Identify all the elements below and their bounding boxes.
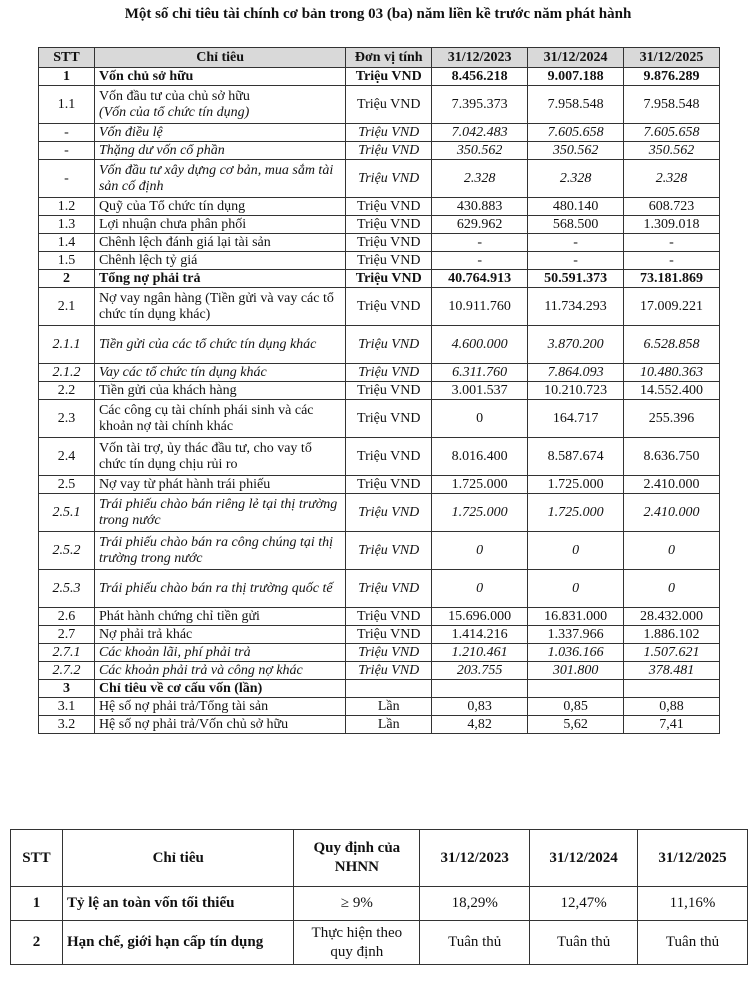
value-2023-cell: 629.962 [432,216,528,234]
table-header-row [11,830,748,887]
value-2025-cell: 17.009.221 [624,288,720,326]
unit-cell: Lần [346,698,432,716]
table-row [39,382,720,400]
value-2023-cell: 10.911.760 [432,288,528,326]
value-2024-cell: 350.562 [528,142,624,160]
table-row [39,198,720,216]
value-2024-cell: 480.140 [528,198,624,216]
value-2024-cell: 5,62 [528,716,624,734]
value-2023-cell: Tuân thủ [420,921,530,965]
unit-cell [346,680,432,698]
value-2023-cell: 8.016.400 [432,438,528,476]
table-row [39,476,720,494]
table-row [11,887,748,921]
indicator-cell: Tổng nợ phải trả [94,270,345,288]
stt-cell: 2.5.2 [39,532,95,570]
value-2023-cell: 2.328 [432,160,528,198]
header-indicator: Chỉ tiêu [94,48,345,68]
indicator-cell: Vốn điều lệ [94,124,345,142]
value-2025-cell: 608.723 [624,198,720,216]
table-row [39,160,720,198]
unit-cell: Triệu VND [346,86,432,124]
value-2024-cell: 1.036.166 [528,644,624,662]
stt-cell: 3.1 [39,698,95,716]
indicator-label: Vốn đầu tư của chủ sở hữu [98,88,250,104]
header-unit: Đơn vị tính [346,48,432,68]
table-row [39,570,720,608]
indicator-cell: Vốn tài trợ, ủy thác đầu tư, cho vay tổ chức tín dụng chịu rủi ro [94,438,345,476]
indicator-cell: Tiền gửi của các tổ chức tín dụng khác [94,326,345,364]
value-2024-cell: 7.958.548 [528,86,624,124]
indicator-sublabel: (Vốn của tổ chức tín dụng) [98,104,250,120]
financial-indicators-table [38,47,720,734]
value-2023-cell: 0 [432,570,528,608]
unit-cell: Triệu VND [346,160,432,198]
header-stt: STT [39,48,95,68]
unit-cell: Triệu VND [346,270,432,288]
value-2025-cell: 1.507.621 [624,644,720,662]
indicator-cell: Quỹ của Tổ chức tín dụng [94,198,345,216]
value-2024-cell: 50.591.373 [528,270,624,288]
unit-cell: Triệu VND [346,288,432,326]
value-2024-cell: 0,85 [528,698,624,716]
table-row [39,608,720,626]
indicator-cell: Phát hành chứng chỉ tiền gửi [94,608,345,626]
stt-cell: 2.1.2 [39,364,95,382]
value-2024-cell: 2.328 [528,160,624,198]
value-2023-cell: - [432,234,528,252]
table-row [39,680,720,698]
indicator-cell: Chỉ tiêu về cơ cấu vốn (lần) [94,680,345,698]
stt-cell: 1.4 [39,234,95,252]
value-2023-cell [432,680,528,698]
stt-cell: 2.1 [39,288,95,326]
indicator-cell: Hệ số nợ phải trả/Tổng tài sản [94,698,345,716]
table-row [39,494,720,532]
value-2025-cell: 73.181.869 [624,270,720,288]
indicator-cell: Vay các tổ chức tín dụng khác [94,364,345,382]
value-2023-cell: 7.395.373 [432,86,528,124]
unit-cell: Triệu VND [346,662,432,680]
header-indicator: Chỉ tiêu [62,830,293,887]
stt-cell: 1.1 [39,86,95,124]
table-row [39,326,720,364]
table-row [39,532,720,570]
stt-cell: 2.7.2 [39,662,95,680]
value-2024-cell: 8.587.674 [528,438,624,476]
value-2025-cell: 8.636.750 [624,438,720,476]
value-2024-cell: 7.864.093 [528,364,624,382]
value-2023-cell: - [432,252,528,270]
stt-cell: 2.7.1 [39,644,95,662]
value-2024-cell: 9.007.188 [528,68,624,86]
value-2024-cell: - [528,252,624,270]
value-2023-cell: 3.001.537 [432,382,528,400]
value-2025-cell: Tuân thủ [638,921,748,965]
value-2024-cell: 12,47% [530,887,638,921]
stt-cell: 1 [39,68,95,86]
indicator-cell: Chênh lệch đánh giá lại tài sản [94,234,345,252]
stt-cell: 1.3 [39,216,95,234]
table-row [39,662,720,680]
table-row [39,400,720,438]
value-2025-cell: 2.328 [624,160,720,198]
value-2024-cell: 10.210.723 [528,382,624,400]
header-stt: STT [11,830,63,887]
value-2025-cell: 378.481 [624,662,720,680]
regulation-cell: ≥ 9% [294,887,420,921]
value-2024-cell: Tuân thủ [530,921,638,965]
table-header-row [39,48,720,68]
stt-cell: 2.2 [39,382,95,400]
table-row [39,252,720,270]
stt-cell: 2.7 [39,626,95,644]
value-2025-cell: 1.886.102 [624,626,720,644]
unit-cell: Triệu VND [346,608,432,626]
value-2023-cell: 0 [432,400,528,438]
stt-cell: 2.5.1 [39,494,95,532]
value-2023-cell: 7.042.483 [432,124,528,142]
indicator-cell: Các khoản phải trả và công nợ khác [94,662,345,680]
value-2025-cell: 1.309.018 [624,216,720,234]
table-row [39,364,720,382]
page-caption: Một số chỉ tiêu tài chính cơ bản trong 03 (ba) năm liền kề trước năm phát hành [124,6,632,22]
indicator-cell: Hạn chế, giới hạn cấp tín dụng [62,921,293,965]
table-row [39,438,720,476]
value-2024-cell: 1.725.000 [528,494,624,532]
unit-cell: Triệu VND [346,494,432,532]
value-2023-cell: 4.600.000 [432,326,528,364]
value-2023-cell: 350.562 [432,142,528,160]
stt-cell: 2.5.3 [39,570,95,608]
table-row [39,124,720,142]
value-2024-cell: 3.870.200 [528,326,624,364]
table-row [39,86,720,124]
unit-cell: Triệu VND [346,326,432,364]
value-2024-cell: 11.734.293 [528,288,624,326]
stt-cell: 1 [11,887,63,921]
value-2025-cell: 255.396 [624,400,720,438]
value-2023-cell: 4,82 [432,716,528,734]
stt-cell: 2.5 [39,476,95,494]
unit-cell: Lần [346,716,432,734]
value-2023-cell: 203.755 [432,662,528,680]
header-regulation: Quy định của NHNN [294,830,420,887]
indicator-cell: Chênh lệch tỷ giá [94,252,345,270]
header-2024: 31/12/2024 [530,830,638,887]
unit-cell: Triệu VND [346,644,432,662]
value-2025-cell: 11,16% [638,887,748,921]
value-2025-cell: 0 [624,570,720,608]
value-2023-cell: 1.725.000 [432,494,528,532]
indicator-cell: Nợ phải trả khác [94,626,345,644]
stt-cell: 2.4 [39,438,95,476]
table-row [11,921,748,965]
value-2025-cell: - [624,234,720,252]
indicator-cell: Trái phiếu chào bán riêng lẻ tại thị trường trong nước [94,494,345,532]
stt-cell: 2.6 [39,608,95,626]
value-2024-cell: 568.500 [528,216,624,234]
stt-cell: 1.5 [39,252,95,270]
value-2023-cell: 1.210.461 [432,644,528,662]
value-2025-cell: 2.410.000 [624,476,720,494]
indicator-cell: Nợ vay từ phát hành trái phiếu [94,476,345,494]
value-2025-cell: 7.605.658 [624,124,720,142]
unit-cell: Triệu VND [346,216,432,234]
value-2024-cell: 0 [528,570,624,608]
value-2023-cell: 0 [432,532,528,570]
unit-cell: Triệu VND [346,532,432,570]
indicator-cell: Lợi nhuận chưa phân phối [94,216,345,234]
value-2025-cell: 7,41 [624,716,720,734]
stt-cell: 2.1.1 [39,326,95,364]
value-2025-cell: 0,88 [624,698,720,716]
value-2023-cell: 430.883 [432,198,528,216]
value-2024-cell: 7.605.658 [528,124,624,142]
table-row [39,644,720,662]
value-2025-cell: 6.528.858 [624,326,720,364]
value-2023-cell: 40.764.913 [432,270,528,288]
header-2025: 31/12/2025 [638,830,748,887]
value-2025-cell: 2.410.000 [624,494,720,532]
unit-cell: Triệu VND [346,570,432,608]
indicator-cell: Thặng dư vốn cổ phần [94,142,345,160]
value-2025-cell: 28.432.000 [624,608,720,626]
value-2023-cell: 8.456.218 [432,68,528,86]
unit-cell: Triệu VND [346,438,432,476]
table-row [39,216,720,234]
stt-cell: 2 [11,921,63,965]
value-2025-cell: 14.552.400 [624,382,720,400]
stt-cell: 2 [39,270,95,288]
value-2024-cell: - [528,234,624,252]
value-2023-cell: 18,29% [420,887,530,921]
value-2023-cell: 1.414.216 [432,626,528,644]
unit-cell: Triệu VND [346,364,432,382]
value-2025-cell: 9.876.289 [624,68,720,86]
unit-cell: Triệu VND [346,400,432,438]
value-2024-cell [528,680,624,698]
indicator-cell: Các công cụ tài chính phái sinh và các khoản nợ tài chính khác [94,400,345,438]
indicator-cell [94,86,345,124]
value-2024-cell: 1.337.966 [528,626,624,644]
stt-cell: - [39,124,95,142]
value-2025-cell: 10.480.363 [624,364,720,382]
stt-cell: 2.3 [39,400,95,438]
value-2025-cell: 7.958.548 [624,86,720,124]
regulation-cell: Thực hiện theo quy định [294,921,420,965]
indicator-cell: Các khoản lãi, phí phải trả [94,644,345,662]
table-row [39,626,720,644]
table-row [39,288,720,326]
value-2024-cell: 16.831.000 [528,608,624,626]
indicator-cell: Hệ số nợ phải trả/Vốn chủ sở hữu [94,716,345,734]
header-2024: 31/12/2024 [528,48,624,68]
table-row [39,68,720,86]
unit-cell: Triệu VND [346,476,432,494]
value-2023-cell: 0,83 [432,698,528,716]
value-2025-cell: - [624,252,720,270]
header-2023: 31/12/2023 [432,48,528,68]
value-2024-cell: 1.725.000 [528,476,624,494]
stt-cell: - [39,160,95,198]
stt-cell: 1.2 [39,198,95,216]
indicator-cell: Vốn đầu tư xây dựng cơ bản, mua sắm tài sản cố định [94,160,345,198]
unit-cell: Triệu VND [346,198,432,216]
header-2023: 31/12/2023 [420,830,530,887]
table-row [39,716,720,734]
indicator-cell: Tỷ lệ an toàn vốn tối thiểu [62,887,293,921]
unit-cell: Triệu VND [346,68,432,86]
value-2025-cell: 0 [624,532,720,570]
unit-cell: Triệu VND [346,252,432,270]
indicator-cell: Trái phiếu chào bán ra công chúng tại thị trường trong nước [94,532,345,570]
stt-cell: 3 [39,680,95,698]
header-2025: 31/12/2025 [624,48,720,68]
unit-cell: Triệu VND [346,382,432,400]
table-row [39,270,720,288]
table-row [39,142,720,160]
unit-cell: Triệu VND [346,234,432,252]
table-row [39,234,720,252]
table-row [39,698,720,716]
unit-cell: Triệu VND [346,124,432,142]
indicator-cell: Trái phiếu chào bán ra thị trường quốc tế [94,570,345,608]
indicator-cell: Vốn chủ sở hữu [94,68,345,86]
value-2023-cell: 6.311.760 [432,364,528,382]
value-2024-cell: 301.800 [528,662,624,680]
section-gap [0,812,756,826]
value-2023-cell: 15.696.000 [432,608,528,626]
value-2023-cell: 1.725.000 [432,476,528,494]
value-2025-cell [624,680,720,698]
unit-cell: Triệu VND [346,142,432,160]
value-2024-cell: 164.717 [528,400,624,438]
value-2025-cell: 350.562 [624,142,720,160]
unit-cell: Triệu VND [346,626,432,644]
stt-cell: - [39,142,95,160]
indicator-cell: Nợ vay ngân hàng (Tiền gửi và vay các tổ chức tín dụng khác) [94,288,345,326]
value-2024-cell: 0 [528,532,624,570]
stt-cell: 3.2 [39,716,95,734]
safety-ratio-table [10,829,748,965]
indicator-cell: Tiền gửi của khách hàng [94,382,345,400]
